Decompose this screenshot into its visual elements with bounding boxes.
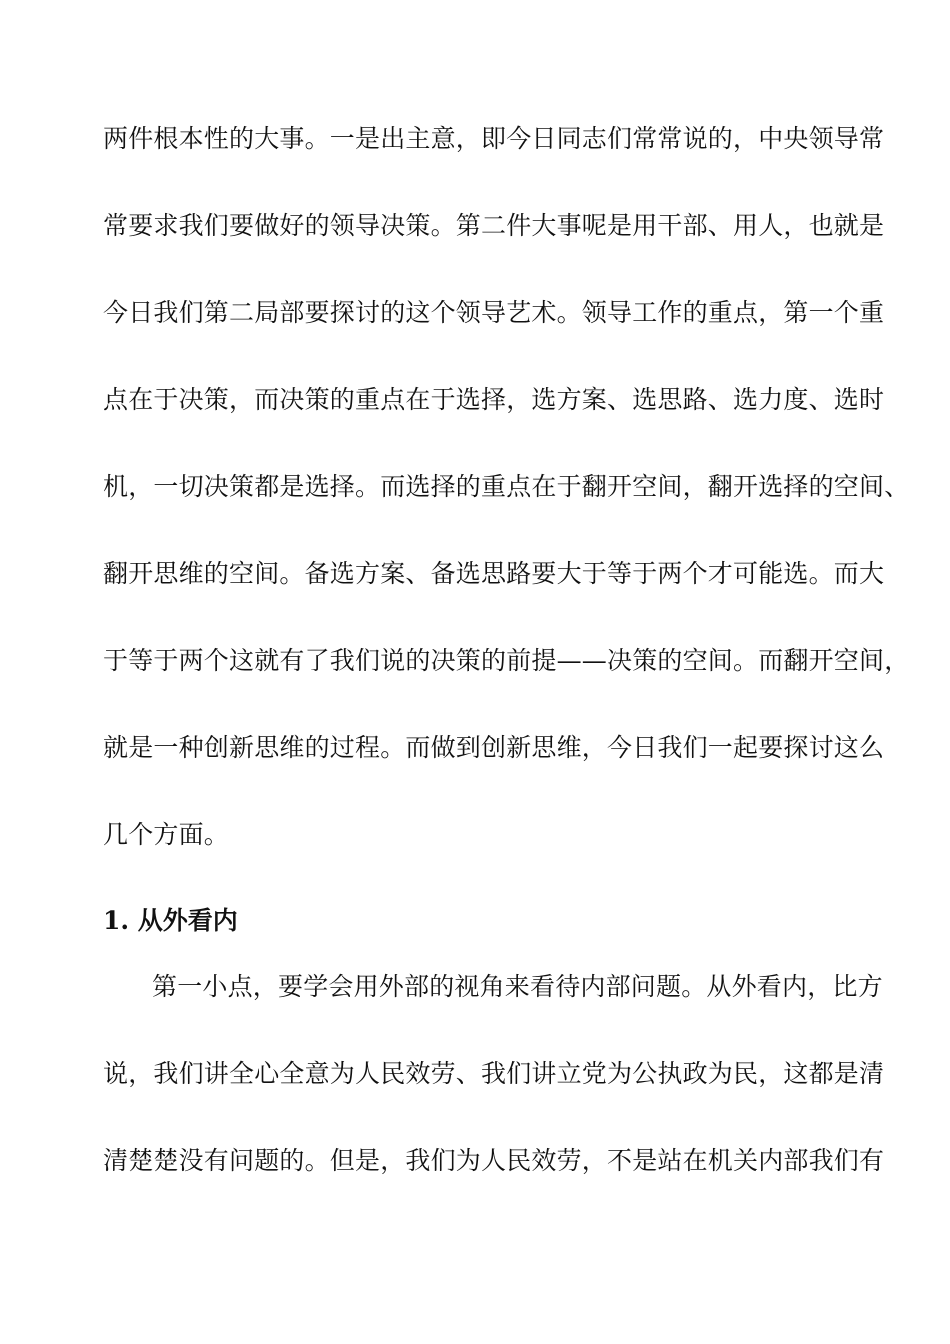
paragraph-line: 机，一切决策都是选择。而选择的重点在于翻开空间，翻开选择的空间、 — [103, 472, 910, 501]
paragraph-line: 常要求我们要做好的领导决策。第二件大事呢是用干部、用人，也就是 — [103, 211, 885, 240]
paragraph-line: 于等于两个这就有了我们说的决策的前提——决策的空间。而翻开空间， — [103, 646, 910, 675]
paragraph-line: 几个方面。 — [103, 820, 230, 849]
paragraph-line: 说，我们讲全心全意为人民效劳、我们讲立党为公执政为民，这都是清 — [103, 1059, 885, 1088]
paragraph-line: 就是一种创新思维的过程。而做到创新思维，今日我们一起要探讨这么 — [103, 733, 885, 762]
paragraph-line: 清楚楚没有问题的。但是，我们为人民效劳，不是站在机关内部我们有 — [103, 1146, 885, 1175]
section-heading: 1. 从外看内 — [103, 906, 238, 935]
paragraph-line: 第一小点，要学会用外部的视角来看待内部问题。从外看内，比方 — [152, 972, 883, 1001]
paragraph-line: 今日我们第二局部要探讨的这个领导艺术。领导工作的重点，第一个重 — [103, 298, 885, 327]
paragraph-line: 两件根本性的大事。一是出主意，即今日同志们常常说的，中央领导常 — [103, 124, 885, 153]
paragraph-line: 点在于决策，而决策的重点在于选择，选方案、选思路、选力度、选时 — [103, 385, 885, 414]
paragraph-line: 翻开思维的空间。备选方案、备选思路要大于等于两个才可能选。而大 — [103, 559, 885, 588]
